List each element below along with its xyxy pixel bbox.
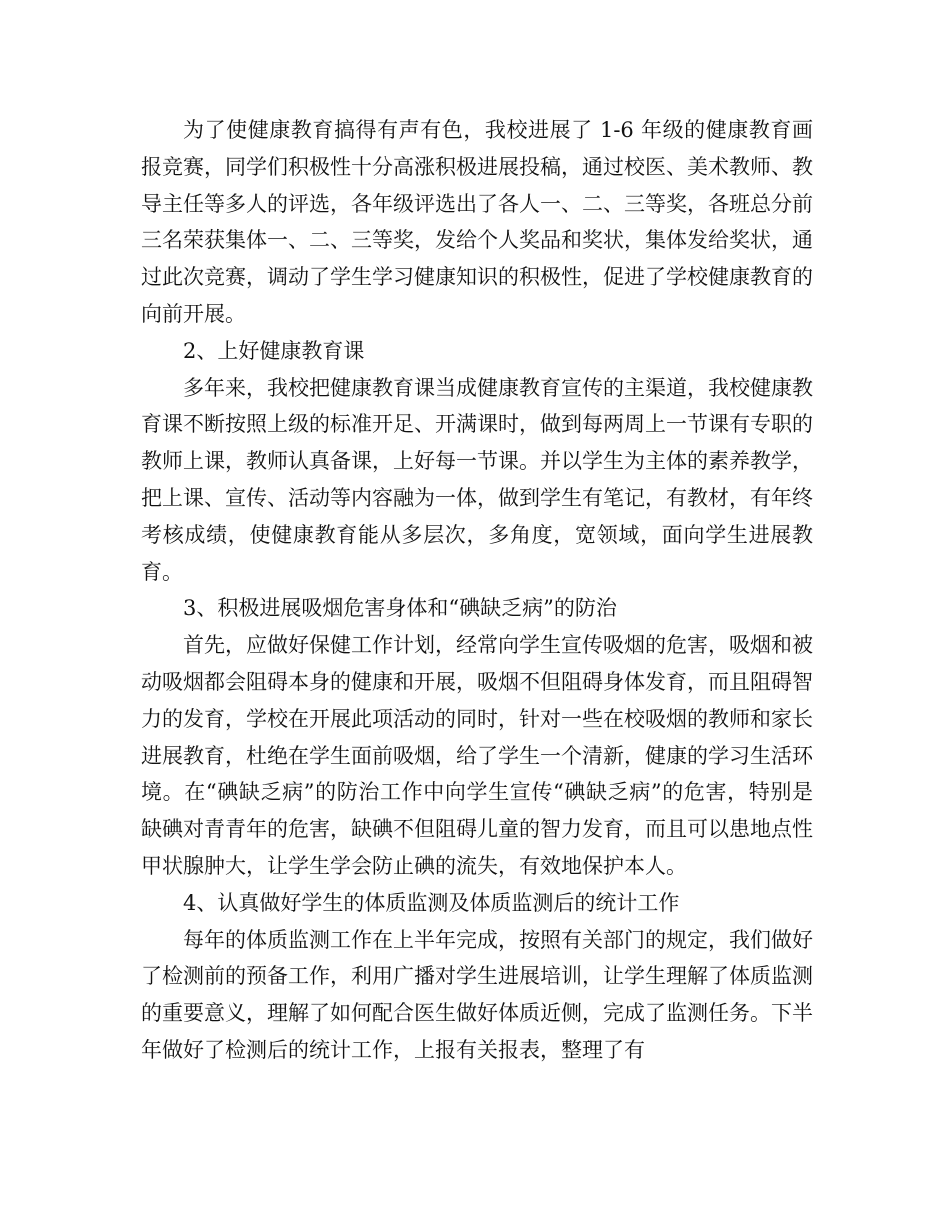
paragraph-drawing-contest: 为了使健康教育搞得有声有色，我校进展了 1-6 年级的健康教育画报竞赛，同学们积极性十分高涨积极进展投稿，通过校医、美术教师、教导主任等多人的评选，各年级评选出了各人一、二、三等奖，各班总分前三名荣获集体一、二、三等奖，发给个人奖品和奖状，集体发给奖状，通过此次竞赛，调动了学生学习健康知识的积极性，促进了学校健康教育的向前开展。 [141, 118, 813, 326]
paragraph-physical-monitoring: 每年的体质监测工作在上半年完成，按照有关部门的规定，我们做好了检测前的预备工作，利用广播对学生进展培训，让学生理解了体质监测的重要意义，理解了如何配合医生做好体质近侧，完成了监测任务。下半年做好了检测后的统计工作，上报有关报表，整理了有 [141, 927, 813, 1062]
paragraph-health-class: 多年来，我校把健康教育课当成健康教育宣传的主渠道，我校健康教育课不断按照上级的标准开足、开满课时，做到每两周上一节课有专职的教师上课，教师认真备课，上好每一节课。并以学生为主体的素养教学，把上课、宣传、活动等内容融为一体，做到学生有笔记，有教材，有年终考核成绩，使健康教育能从多层次，多角度，宽领域，面向学生进展教育。 [141, 375, 813, 584]
heading-health-class: 2、上好健康教育课 [183, 338, 365, 363]
document-page [141, 112, 813, 1069]
heading-physical-monitoring: 4、认真做好学生的体质监测及体质监测后的统计工作 [183, 890, 680, 915]
paragraph-smoking-iodine: 首先，应做好保健工作计划，经常向学生宣传吸烟的危害，吸烟和被动吸烟都会阻碍本身的健康和开展，吸烟不但阻碍身体发育，而且阻碍智力的发育，学校在开展此项活动的同时，针对一些在校吸烟的教师和家长进展教育，杜绝在学生面前吸烟，给了学生一个清新，健康的学习生活环境。在“碘缺乏病”的防治工作中向学生宣传“碘缺乏病”的危害，特别是缺碘对青青年的危害，缺碘不但阻碍儿童的智力发育，而且可以患地点性甲状腺肿大，让学生学会防止碘的流失，有效地保护本人。 [141, 633, 813, 878]
heading-smoking-iodine: 3、积极进展吸烟危害身体和“碘缺乏病”的防治 [183, 596, 617, 621]
